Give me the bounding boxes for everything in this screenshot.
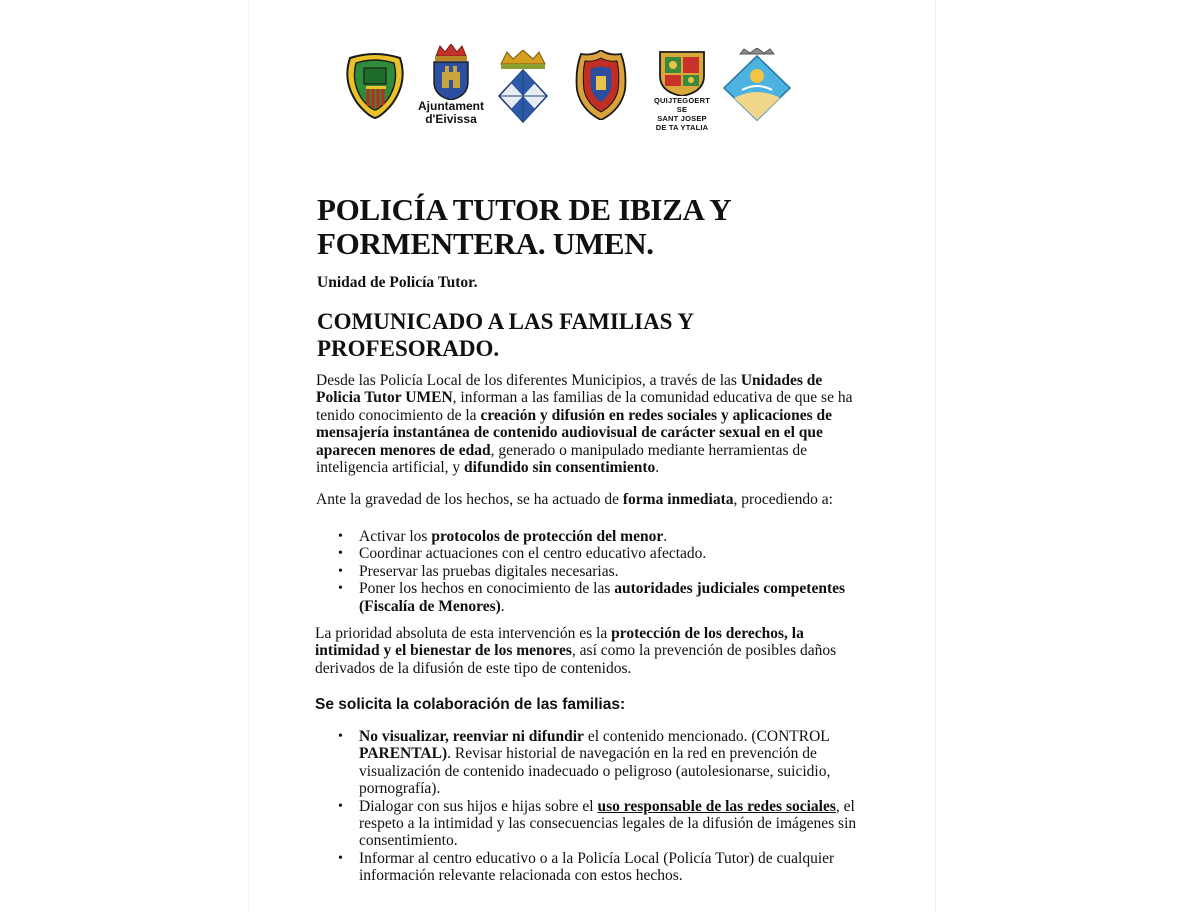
santa-eularia-coat-of-arms xyxy=(495,50,551,126)
ornate-shield-icon xyxy=(575,50,627,120)
intro-line-3 xyxy=(316,407,856,424)
priority-line-2 xyxy=(315,642,855,659)
item-text: Preservar las pruebas digitales necesarias. xyxy=(359,562,619,580)
page-title xyxy=(317,193,731,261)
list-item xyxy=(316,580,856,615)
crowned-shield-icon xyxy=(412,44,490,100)
gravity-emphasis: forma inmediata xyxy=(622,491,734,508)
gravity-text: Ante la gravedad de los hechos, se ha actuado de xyxy=(316,491,623,508)
eivissa-caption-line-1: Ajuntament xyxy=(418,99,484,113)
item-text: Activar los xyxy=(359,528,432,545)
bullet-icon: • xyxy=(338,798,343,814)
intro-text: Desde las Policía Local de los diferentes Municipios, a través de las xyxy=(316,372,741,389)
priority-emphasis: intimidad y el bienestar de los menores xyxy=(315,642,572,660)
quartered-shield-icon xyxy=(652,50,712,96)
item-text: pornografía). xyxy=(359,780,441,798)
sant-josep-coat-of-arms xyxy=(652,50,712,132)
item-text: Dialogar con sus hijos e hijas sobre el xyxy=(359,797,598,815)
coats-of-arms-row xyxy=(0,44,1182,130)
priority-line-3 xyxy=(315,660,855,677)
bullet-icon: • xyxy=(338,729,343,744)
eivissa-caption xyxy=(412,100,490,126)
bullet-icon: • xyxy=(338,529,343,544)
page-title-line-2: FORMENTERA. UMEN. xyxy=(317,226,654,261)
intro-line-1 xyxy=(316,372,856,389)
item-text: Informar al centro educativo o a la Policía Local (Policía Tutor) de cualquier xyxy=(359,849,835,867)
item-emphasis: protocolos de protección del menor xyxy=(431,528,664,545)
bullet-icon: • xyxy=(338,546,343,562)
intro-text: . xyxy=(655,459,660,477)
intro-text: tenido conocimiento de la xyxy=(316,406,481,424)
item-emphasis: autoridades judiciales competentes xyxy=(614,580,846,598)
intro-emphasis: Policia Tutor UMEN xyxy=(316,389,453,407)
priority-emphasis: protección de los derechos, la xyxy=(611,625,804,642)
collaboration-list xyxy=(316,728,876,885)
intro-line-2 xyxy=(316,389,856,406)
item-text: información relevante relacionada con estos hechos. xyxy=(359,867,683,885)
intro-text: , generado o manipulado mediante herramientas de xyxy=(490,441,807,459)
item-text: consentimiento. xyxy=(359,832,458,850)
intro-line-6 xyxy=(316,459,856,476)
gravity-paragraph xyxy=(316,491,833,508)
item-emphasis: PARENTAL) xyxy=(359,745,448,763)
item-underlined-emphasis: uso responsable de las redes sociales xyxy=(597,797,836,815)
item-text: respeto a la intimidad y las consecuencias legales de la difusión de imágenes sin xyxy=(359,815,857,833)
item-emphasis: No visualizar, reenviar ni difundir xyxy=(359,728,584,745)
diamond-shield-icon xyxy=(495,50,551,126)
communique-title-line-1: COMUNICADO A LAS FAMILIAS Y xyxy=(317,309,694,334)
list-item xyxy=(316,850,876,885)
intro-emphasis: aparecen menores de edad xyxy=(316,441,491,459)
bullet-icon: • xyxy=(338,850,343,866)
beach-shield-icon xyxy=(720,48,794,122)
list-item xyxy=(316,563,856,580)
intro-emphasis: Unidades de xyxy=(740,372,823,389)
formentera-coat-of-arms xyxy=(575,50,627,120)
eivissa-coat-of-arms xyxy=(412,44,490,126)
priority-text: derivados de la difusión de este tipo de contenidos. xyxy=(315,659,632,677)
shield-icon xyxy=(342,52,408,120)
priority-text: , así como la prevención de posibles daños xyxy=(571,642,837,660)
intro-emphasis: mensajería instantánea de contenido audiovisual de carácter sexual en el que xyxy=(316,424,823,442)
collaboration-title: Se solicita la colaboración de las familias: xyxy=(315,696,626,713)
bullet-icon: • xyxy=(338,581,343,597)
sant-josep-caption xyxy=(652,96,712,132)
intro-line-4 xyxy=(316,424,856,441)
list-item xyxy=(316,728,876,798)
sant-josep-caption-line-1: QUIJTEGOERT SE xyxy=(654,96,710,114)
item-text: Poner los hechos en conocimiento de las xyxy=(359,580,615,598)
intro-emphasis: difundido sin consentimiento xyxy=(464,459,656,477)
item-text: . xyxy=(663,528,668,545)
sant-josep-caption-line-2: SANT JOSEP xyxy=(657,114,707,123)
list-item xyxy=(316,528,856,545)
gravity-text: , procediendo a: xyxy=(733,491,833,508)
priority-text: La prioridad absoluta de esta intervención es la xyxy=(315,625,612,642)
list-item xyxy=(316,798,876,850)
sant-joan-coat-of-arms xyxy=(720,48,794,122)
item-text: Coordinar actuaciones con el centro educativo afectado. xyxy=(359,545,707,563)
list-item xyxy=(316,545,856,562)
page-title-line-1: POLICÍA TUTOR DE IBIZA Y xyxy=(317,192,732,227)
item-text: . xyxy=(500,597,505,615)
intro-text: , informan a las familias de la comunidad educativa de que se ha xyxy=(452,389,853,407)
item-emphasis: (Fiscalía de Menores) xyxy=(359,597,501,615)
priority-line-1 xyxy=(315,625,855,642)
item-text: . Revisar historial de navegación en la red en prevención de xyxy=(447,745,817,763)
item-text: visualización de contenido inadecuado o peligroso (autolesionarse, suicidio, xyxy=(359,762,831,780)
priority-paragraph xyxy=(315,625,855,677)
intro-emphasis: creación y difusión en redes sociales y aplicaciones de xyxy=(480,406,833,424)
page-edge-right xyxy=(935,0,936,912)
eivissa-caption-line-2: d'Eivissa xyxy=(425,112,477,126)
bullet-icon: • xyxy=(338,563,343,579)
actions-list xyxy=(316,528,856,615)
unit-subtitle: Unidad de Policía Tutor. xyxy=(317,274,478,291)
communique-title-line-2: PROFESORADO. xyxy=(317,336,500,361)
intro-text: inteligencia artificial, y xyxy=(316,459,465,477)
item-text: , el xyxy=(835,797,855,815)
item-text: el contenido mencionado. (CONTROL xyxy=(583,728,830,745)
sant-antoni-coat-of-arms xyxy=(342,52,408,120)
page-edge-left xyxy=(248,0,249,912)
communique-title xyxy=(317,308,694,362)
sant-josep-caption-line-3: DE TA YTALIA xyxy=(655,123,709,132)
intro-line-5 xyxy=(316,442,856,459)
intro-paragraph xyxy=(316,372,856,476)
